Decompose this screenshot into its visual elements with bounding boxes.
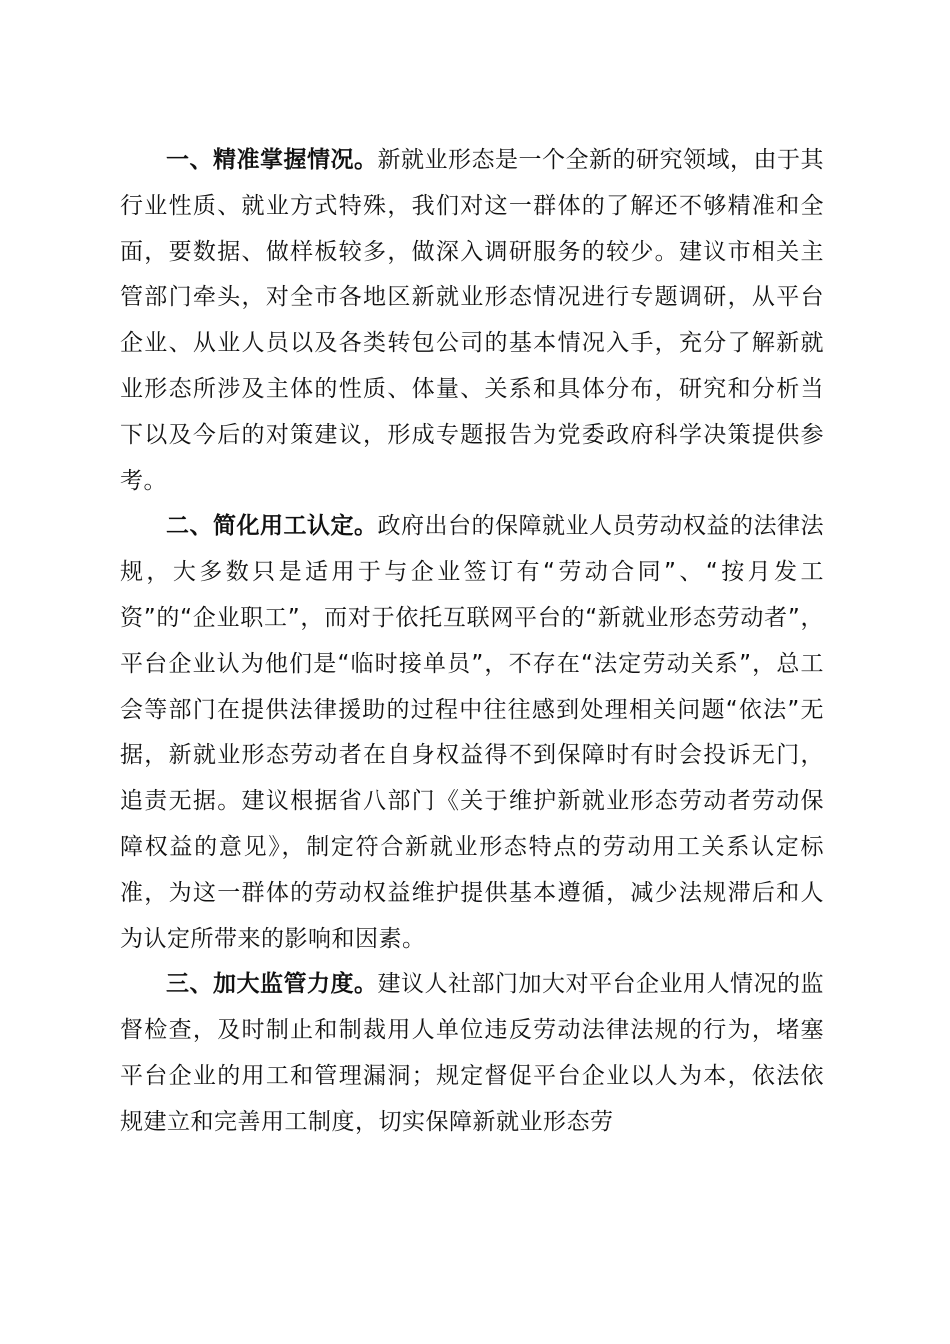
paragraph-1 xyxy=(120,138,824,504)
paragraph-3-heading: 三、加大监管力度。 xyxy=(166,971,378,998)
paragraph-3-body: 建议人社部门加大对平台企业用人情况的监督检查，及时制止和制裁用人单位违反劳动法律法规的行为，堵塞平台企业的用工和管理漏洞；规定督促平台企业以人为本，依法依规建立和完善用工制度，切实保障新就业形态劳 xyxy=(120,971,824,1135)
paragraph-2-heading: 二、简化用工认定。 xyxy=(166,513,378,540)
paragraph-1-heading: 一、精准掌握情况。 xyxy=(166,147,378,173)
paragraph-2 xyxy=(120,504,824,962)
paragraph-3 xyxy=(120,962,824,1145)
paragraph-2-body: 政府出台的保障就业人员劳动权益的法律法规，大多数只是适用于与企业签订有“劳动合同”、“按月发工资”的“企业职工”，而对于依托互联网平台的“新就业形态劳动者”，平台企业认为他们是“临时接单员”，不存在“法定劳动关系”，总工会等部门在提供法律援助的过程中往往感到处理相关问题“依法”无据，新就业形态劳动者在自身权益得不到保障时有时会投诉无门，追责无据。建议根据省八部门《关于维护新就业形态劳动者劳动保障权益的意见》，制定符合新就业形态特点的劳动用工关系认定标准，为这一群体的劳动权益维护提供基本遵循，减少法规滞后和人为认定所带来的影响和因素。 xyxy=(120,513,824,952)
document-body xyxy=(120,138,824,1146)
paragraph-1-body: 新就业形态是一个全新的研究领域，由于其行业性质、就业方式特殊，我们对这一群体的了解还不够精准和全面，要数据、做样板较多，做深入调研服务的较少。建议市相关主管部门牵头，对全市各地区新就业形态情况进行专题调研，从平台企业、从业人员以及各类转包公司的基本情况入手，充分了解新就业形态所涉及主体的性质、体量、关系和具体分布，研究和分析当下以及今后的对策建议，形成专题报告为党委政府科学决策提供参考。 xyxy=(120,147,824,494)
